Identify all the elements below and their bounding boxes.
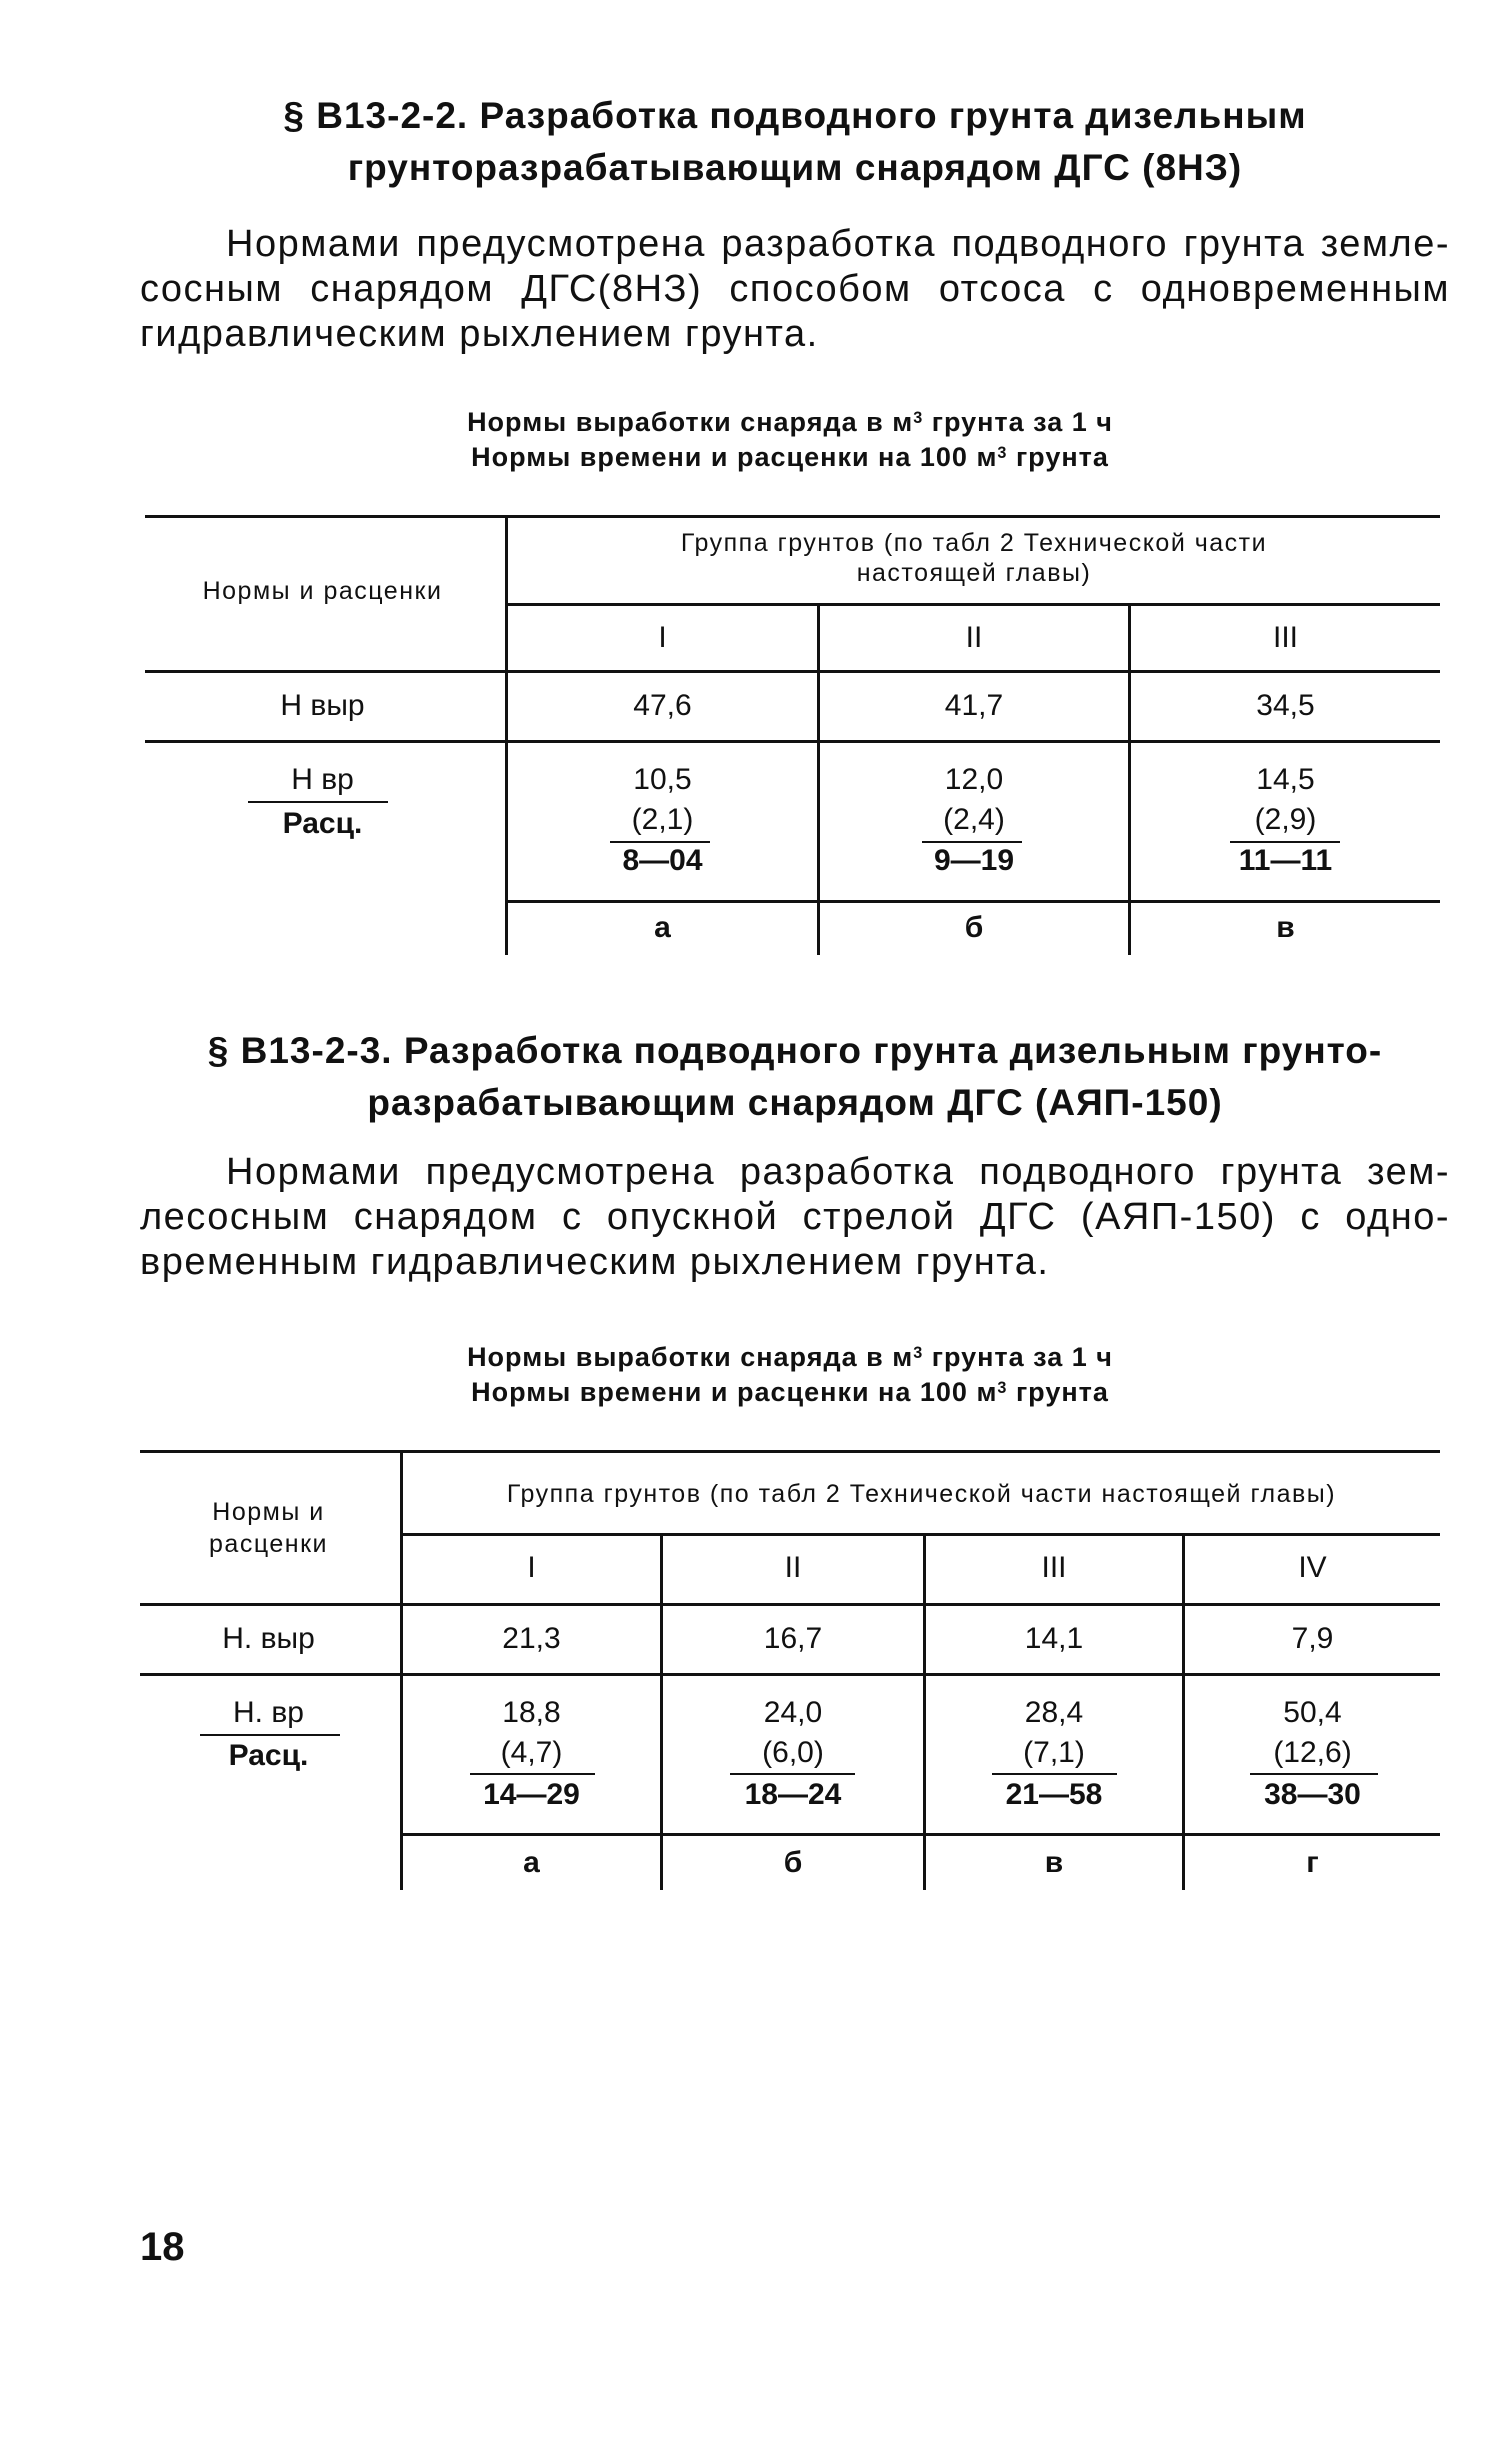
row-header-line: Нормы и [212,1498,325,1526]
rasc-label: Расц. [228,1739,309,1772]
caption-sup: 3 [997,1378,1008,1397]
n-vr-paren: (4,7) [500,1736,563,1769]
section2-title-line2: разрабатывающим снарядом ДГС (АЯП-150) [367,1082,1223,1123]
fraction-line [730,1773,855,1775]
caption-text: Нормы времени и расценки на 100 м [471,442,998,472]
caption-text: Нормы времени и расценки на 100 м [471,1377,998,1407]
n-vr-value: 24,0 [763,1696,823,1729]
rasc-value: 11—11 [1238,844,1333,877]
n-vr-paren: (2,4) [943,803,1005,836]
rasc-value: 38—30 [1264,1778,1361,1811]
group-header [508,528,1440,588]
section2-para-line: временным гидравлическим рыхлением грунта. [140,1241,1050,1283]
group-label: II [965,621,983,654]
n-vr-value: 14,5 [1256,763,1315,796]
table-rule [140,1673,1440,1676]
n-vyr-value: 21,3 [502,1622,561,1655]
row-header: Нормы и расценки [202,577,443,605]
section1-paragraph [140,222,1450,357]
n-vyr-value: 7,9 [1291,1622,1334,1655]
table-rule [505,603,1440,606]
section2-paragraph [140,1150,1450,1285]
column-letter: б [783,1846,803,1879]
n-vr-paren: (2,1) [631,803,694,836]
table-rule [145,515,1440,518]
group-label: III [1041,1551,1067,1584]
n-vyr-value: 14,1 [1024,1622,1084,1655]
table-rule [400,1533,1440,1536]
table-rule [140,1450,1440,1453]
section2-title [150,1025,1440,1129]
group-label: I [658,621,667,654]
n-vr-label: Н вр [291,763,354,796]
fraction-line [200,1734,340,1736]
group-label: III [1272,621,1298,654]
group-label: II [784,1551,802,1584]
section2-caption-line1 [290,1340,1290,1375]
section2-table-caption [290,1340,1290,1410]
caption-sup: 3 [913,408,924,427]
table-rule [145,670,1440,673]
row-header-line: расценки [209,1530,328,1558]
group-header-line: Группа грунтов (по табл 2 Технической части [680,529,1268,557]
section1-table-caption [290,405,1290,475]
section1-caption-line2 [290,440,1290,475]
n-vr-value: 50,4 [1283,1696,1342,1729]
n-vr-value: 12,0 [944,763,1004,796]
n-vyr-value: 34,5 [1256,689,1315,722]
section1-title [150,90,1440,194]
n-vyr-value: 47,6 [633,689,692,722]
rasc-value: 9—19 [933,844,1015,877]
n-vr-value: 18,8 [502,1696,561,1729]
column-letter: в [1044,1846,1064,1879]
n-vr-value: 10,5 [633,763,692,796]
rasc-value: 14—29 [483,1778,580,1811]
table-rule [145,740,1440,743]
section1-para-line: гидравлическим рыхлением грунта. [140,313,819,355]
section2-para-line: Нормами предусмотрена разработка подводного грунта зем- [226,1151,1450,1193]
group-label: I [527,1551,536,1584]
page-number: 18 [140,2225,185,2269]
table-rule [400,1833,1440,1836]
fraction-line [470,1773,595,1775]
table-rule [505,900,1440,903]
rasc-value: 21—58 [1005,1778,1103,1811]
caption-text: грунта [1007,442,1109,472]
table-rule [400,1450,403,1890]
rasc-value: 8—04 [622,844,703,877]
fraction-line [248,801,388,803]
column-letter: г [1306,1846,1319,1879]
section1-title-line2: грунторазрабатывающим снарядом ДГС (8НЗ) [347,147,1243,188]
n-vyr-value: 41,7 [944,689,1004,722]
n-vr-value: 28,4 [1024,1696,1084,1729]
caption-text: грунта [1007,1377,1109,1407]
column-letter: б [964,911,984,944]
fraction-line [1250,1773,1378,1775]
n-vr-paren: (12,6) [1273,1736,1352,1769]
n-vr-paren: (2,9) [1254,803,1317,836]
caption-sup: 3 [913,1343,924,1362]
n-vr-paren: (7,1) [1023,1736,1085,1769]
section2-para-line: лесосным снарядом с опускной стрелой ДГС (АЯП-150) с одно- [140,1196,1450,1238]
group-header-line: настоящей главы) [856,559,1092,587]
table-rule [140,1603,1440,1606]
fraction-line [992,1773,1117,1775]
group-header: Группа грунтов (по табл 2 Технической части настоящей главы) [506,1480,1337,1508]
n-vr-label: Н. вр [233,1696,304,1729]
section2-title-line1: § В13-2-3. Разработка подводного грунта дизельным грунто- [207,1030,1383,1071]
caption-text: Нормы выработки снаряда в м [467,407,914,437]
column-letter: а [523,1846,540,1879]
section1-para-line: сосным снарядом ДГС(8НЗ) способом отсоса с одновременным [140,268,1450,310]
column-letter: в [1276,911,1295,944]
n-vyr-label: Н. выр [222,1622,315,1655]
section1-title-line1: § В13-2-2. Разработка подводного грунта дизельным [283,95,1307,136]
group-label: IV [1298,1551,1327,1584]
section1-para-line: Нормами предусмотрена разработка подводного грунта земле- [226,223,1450,265]
row-header [140,1496,397,1560]
n-vyr-value: 16,7 [763,1622,823,1655]
caption-text: грунта за 1 ч [923,407,1113,437]
caption-text: грунта за 1 ч [923,1342,1113,1372]
n-vyr-label: Н выр [280,689,365,722]
rasc-label: Расц. [282,807,363,840]
section1-caption-line1 [290,405,1290,440]
n-vr-paren: (6,0) [762,1736,824,1769]
caption-text: Нормы выработки снаряда в м [467,1342,914,1372]
column-letter: а [654,911,671,944]
section2-caption-line2 [290,1375,1290,1410]
rasc-value: 18—24 [744,1778,842,1811]
caption-sup: 3 [997,443,1008,462]
